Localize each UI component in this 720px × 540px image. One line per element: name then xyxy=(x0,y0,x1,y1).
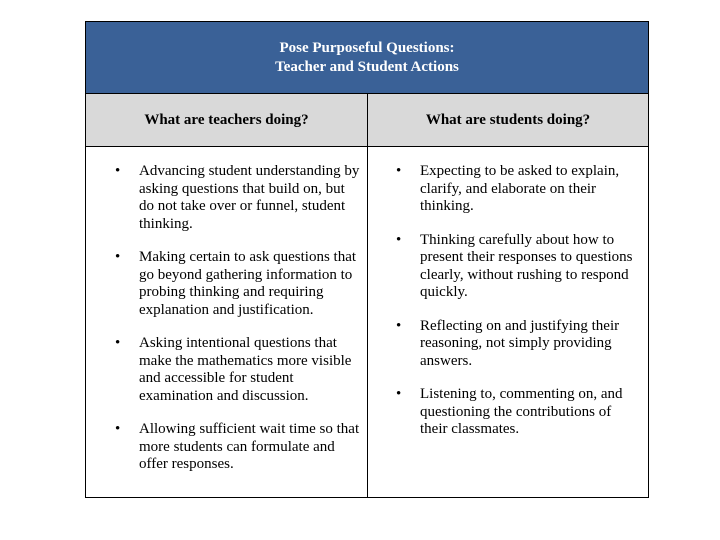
teachers-list xyxy=(86,163,367,474)
table-title-line-1: Pose Purposeful Questions: xyxy=(279,39,455,56)
list-item-text: Making certain to ask questions that go beyond gathering information to probing thinking and requiring explanation and justification. xyxy=(139,249,357,318)
list-item-text: Thinking carefully about how to present their responses to questions clearly, without rushing to respond quickly. xyxy=(420,231,633,300)
students-column-header: What are students doing? xyxy=(425,111,591,128)
list-item xyxy=(368,318,648,371)
bullet-icon: • xyxy=(115,163,121,179)
table-title-line-2: Teacher and Student Actions xyxy=(275,58,459,75)
students-list xyxy=(368,163,648,439)
bullet-icon: • xyxy=(396,231,402,248)
list-item xyxy=(86,163,367,233)
list-item-text: Advancing student understanding by asking questions that build on, but do not take over or funnel, student thinking. xyxy=(139,163,360,232)
list-item xyxy=(86,249,367,319)
list-item-text: Asking intentional questions that make the mathematics more visible and accessible for student examination and discussion. xyxy=(139,335,352,404)
actions-table xyxy=(85,21,649,498)
table-title xyxy=(86,22,648,94)
list-item-text: Listening to, commenting on, and questioning the contributions of their classmates. xyxy=(420,386,623,437)
bullet-icon: • xyxy=(115,249,121,265)
teachers-column-header: What are teachers doing? xyxy=(86,94,368,146)
list-item xyxy=(368,386,648,439)
table-body-row xyxy=(86,147,648,497)
bullet-icon: • xyxy=(115,421,121,437)
teachers-column xyxy=(86,147,368,497)
list-item-text: Reflecting on and justifying their reasoning, not simply providing answers. xyxy=(420,317,620,369)
bullet-icon: • xyxy=(396,163,402,179)
list-item xyxy=(86,335,367,405)
students-column xyxy=(368,147,648,497)
bullet-icon: • xyxy=(396,386,402,402)
list-item xyxy=(368,163,648,216)
list-item xyxy=(86,421,367,474)
list-item-text: Expecting to be asked to explain, clarify, and elaborate on their thinking. xyxy=(420,163,620,214)
column-header-row xyxy=(86,94,648,147)
list-item-text: Allowing sufficient wait time so that more students can formulate and offer responses. xyxy=(139,421,360,472)
list-item xyxy=(368,232,648,302)
bullet-icon: • xyxy=(396,317,402,334)
bullet-icon: • xyxy=(115,335,121,351)
